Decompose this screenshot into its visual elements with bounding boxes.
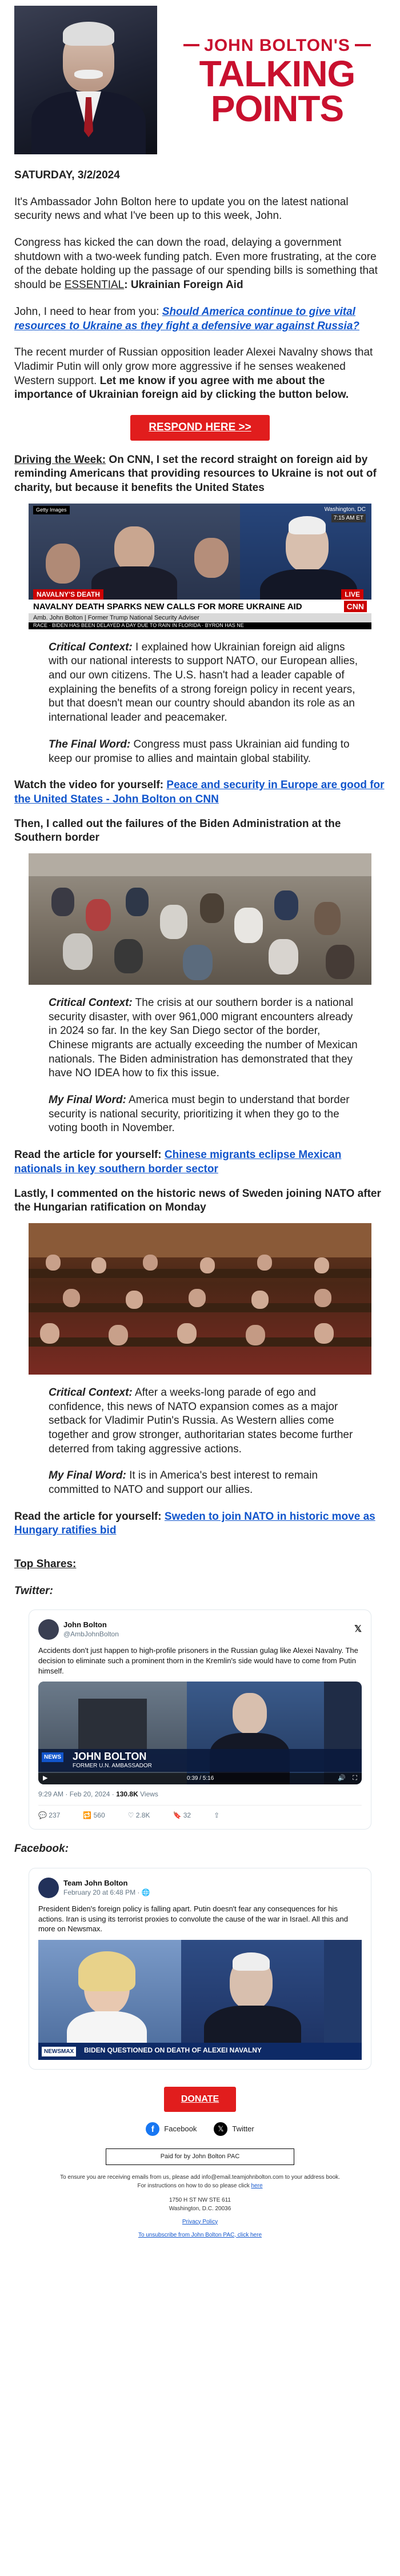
tweet-author-name: John Bolton xyxy=(63,1620,107,1630)
cnn-live-badge: LIVE xyxy=(341,589,363,601)
border-final-word: My Final Word: America must begin to understand that border security is national security, prioritizing it when they go to the voting booth in November. xyxy=(49,1094,350,1135)
paid-for-disclaimer: Paid for by John Bolton PAC xyxy=(106,2148,294,2164)
video-news-badge: NEWS xyxy=(42,1752,63,1762)
globe-icon: 🌐 xyxy=(141,1888,150,1896)
ukraine-question-link[interactable]: Should America continue to give vital resources to Ukraine as they fight a defensive war against Russia? xyxy=(14,305,359,332)
nato-final-word: My Final Word: It is in America's best interest to remain committed to NATO and support our allies. xyxy=(49,1469,318,1496)
bookmark-stat[interactable]: 🔖 32 xyxy=(173,1811,191,1819)
watch-video-paragraph: Watch the video for yourself: Peace and security in Europe are good for the United States - John Bolton on CNN xyxy=(14,779,385,805)
cnn-ticker: RACE · BIDEN HAS BEEN DELAYED A DAY DUE TO RAIN IN FLORIDA · BYRON HAS NE xyxy=(33,622,244,628)
fb-author-name: Team John Bolton xyxy=(63,1878,128,1887)
avatar xyxy=(38,1878,59,1898)
fb-chyron: BIDEN QUESTIONED ON DEATH OF ALEXEI NAVALNY xyxy=(84,2046,262,2054)
video-name-chyron: JOHN BOLTON xyxy=(73,1751,147,1763)
top-shares-heading: Top Shares: xyxy=(14,1558,77,1571)
border-critical-context: Critical Context: The crisis at our southern border is a national security disaster, with over 961,000 migrant encounters already in 2024 so far. In the key San Diego sector of the border, Chinese migrants are actually exceeding the number of Mexican nationals. The Biden administration has demonstrated that they have NO IDEA how to fix this issue. xyxy=(49,996,358,1080)
cnn-time: 7:15 AM ET xyxy=(331,514,366,522)
cnn-brand: CNN xyxy=(344,601,367,612)
cnn-critical-context: Critical Context: I explained how Ukrainian foreign aid aligns with our national interests to support NATO, our European allies, and our own citizens. The U.S. hasn't had a leader capable of explaining the benefits of a strong foreign policy in recent years, but that doesn't mean our country should abandon its role as an international leader and peacemaker. xyxy=(49,641,358,724)
border-heading: Then, I called out the failures of the Biden Administration at the Southern border xyxy=(14,817,341,844)
reply-stat[interactable]: 💬 237 xyxy=(38,1811,61,1819)
x-logo-icon: 𝕏 xyxy=(354,1624,362,1635)
bolton-portrait xyxy=(14,6,157,154)
cnn-final-word: The Final Word: Congress must pass Ukrainian aid funding to keep our promise to allies and maintain global stability. xyxy=(49,738,350,765)
congress-paragraph: Congress has kicked the can down the road, delaying a government shutdown with a two-week funding patch. Even more frustrating, at the core of the debate holding up the passage of our spending bills is something that should be ESSENTIAL: Ukrainian Foreign Aid xyxy=(14,237,378,291)
avatar xyxy=(38,1619,59,1640)
retweet-stat[interactable]: 🔁 560 xyxy=(83,1811,105,1819)
read-article-nato: Read the article for yourself: Sweden to join NATO in historic move as Hungary ratifies bid xyxy=(14,1510,375,1537)
facebook-label: Facebook: xyxy=(14,1843,69,1855)
twitter-link[interactable]: 𝕏 Twitter xyxy=(214,2122,254,2136)
tweet-card[interactable] xyxy=(29,1609,371,1830)
volume-icon[interactable]: 🔊 xyxy=(338,1775,346,1782)
unsubscribe-link[interactable]: To unsubscribe from John Bolton PAC, click here xyxy=(138,2231,262,2238)
heart-icon: ♡ xyxy=(127,1811,134,1819)
share-icon[interactable]: ⇪ xyxy=(214,1811,220,1819)
read-article-border: Read the article for yourself: Chinese migrants eclipse Mexican nationals in key southern border sector xyxy=(14,1149,342,1175)
fb-post-text: President Biden's foreign policy is falling apart. Putin doesn't fear any consequences for his actions. Iran is using its terrorist proxies to convolute the cause of the war in Israel. All this and more on Newsmax. xyxy=(38,1904,348,1934)
retweet-icon: 🔁 xyxy=(83,1811,92,1819)
talking-points-logo: JOHN BOLTON'S TALKING POINTS xyxy=(157,34,386,126)
newsletter-date: SATURDAY, 3/2/2024 xyxy=(14,169,120,181)
newsmax-logo: NEWSMAX xyxy=(42,2047,76,2056)
hungarian-parliament-image xyxy=(29,1223,371,1375)
video-time: 0:39 / 5:16 xyxy=(187,1775,214,1782)
cnn-tag: NAVALNY'S DEATH xyxy=(33,589,103,601)
driving-paragraph: Driving the Week: On CNN, I set the record straight on foreign aid by reminding Americans that providing resources to Ukraine is not out of charity, but because it benefits the United States xyxy=(14,453,377,494)
footer: To ensure you are receiving emails from us, please add info@email.teamjohnbolton.com to your address book. For instructions on how to do so please click here 1750 H ST NW STE 611 Washington, D.C. 20036 Privacy Policy To unsubscribe from John Bolton PAC, click here xyxy=(60,2174,340,2238)
nato-heading: Lastly, I commented on the historic news of Sweden joining NATO after the Hungarian ratification on Monday xyxy=(14,1187,381,1214)
fb-video-image[interactable] xyxy=(38,1940,362,2060)
border-article-link[interactable]: Chinese migrants eclipse Mexican nationals in key southern border sector xyxy=(14,1149,342,1175)
fullscreen-icon[interactable]: ⛶ xyxy=(353,1775,357,1782)
tweet-video[interactable] xyxy=(38,1682,362,1784)
cnn-headline: NAVALNY DEATH SPARKS NEW CALLS FOR MORE UKRAINE AID xyxy=(33,601,302,612)
cnn-screenshot-image xyxy=(29,504,371,629)
facebook-post-card[interactable] xyxy=(29,1868,371,2070)
facebook-link[interactable]: f Facebook xyxy=(146,2122,197,2136)
border-migrants-image xyxy=(29,853,371,985)
cnn-location: Washington, DC xyxy=(324,506,366,513)
bookmark-icon: 🔖 xyxy=(173,1811,182,1819)
twitter-label: Twitter: xyxy=(14,1584,53,1597)
donate-button[interactable]: DONATE xyxy=(164,2087,236,2112)
navalny-paragraph: The recent murder of Russian opposition leader Alexei Navalny shows that Vladimir Putin will only grow more aggressive if he senses weakened Western support. Let me know if you agree with me about the importance of Ukrainian foreign aid by clicking the button below. xyxy=(14,346,373,401)
respond-button[interactable]: RESPOND HERE >> xyxy=(130,415,270,441)
instructions-link[interactable]: here xyxy=(251,2182,263,2189)
reply-icon: 💬 xyxy=(38,1811,47,1819)
like-stat[interactable]: ♡ 2.8K xyxy=(127,1811,150,1819)
cnn-video-link[interactable]: Peace and security in Europe are good for the United States - John Bolton on CNN xyxy=(14,779,385,805)
question-paragraph: John, I need to hear from you: Should America continue to give vital resources to Ukraine as they fight a defensive war against Russia? xyxy=(14,305,359,332)
cnn-person: Amb. John Bolton | Former Trump National Security Adviser xyxy=(33,614,199,621)
tweet-author-handle: @AmbJohnBolton xyxy=(63,1630,119,1639)
twitter-icon: 𝕏 xyxy=(214,2122,227,2136)
fb-post-date: February 20 at 6:48 PM · xyxy=(63,1888,142,1896)
intro-paragraph: It's Ambassador John Bolton here to update you on the latest national security news and what I've been up to this week, John. xyxy=(14,195,349,222)
video-title-chyron: FORMER U.N. AMBASSADOR xyxy=(73,1763,152,1770)
nato-critical-context: Critical Context: After a weeks-long parade of ego and confidence, this news of NATO expansion comes as a major setback for Vladimir Putin's Russia. As Western allies come together and grow stronger, authoritarian states become further deterred from taking aggressive actions. xyxy=(49,1386,353,1455)
facebook-icon: f xyxy=(146,2122,159,2136)
play-icon[interactable]: ▶ xyxy=(43,1775,48,1782)
email-header xyxy=(0,0,400,160)
tweet-text: Accidents don't just happen to high-profile prisoners in the Russian gulag like Alexei Navalny. The decision to eliminate such a prominent thorn in the Kremlin's side would have to come from Putin himself. xyxy=(38,1646,358,1675)
getty-label: Getty Images xyxy=(33,506,70,515)
nato-article-link[interactable]: Sweden to join NATO in historic move as Hungary ratifies bid xyxy=(14,1510,375,1537)
tweet-meta: 9:29 AM · Feb 20, 2024 · 130.8K Views xyxy=(38,1790,158,1799)
privacy-policy-link[interactable]: Privacy Policy xyxy=(182,2218,218,2225)
